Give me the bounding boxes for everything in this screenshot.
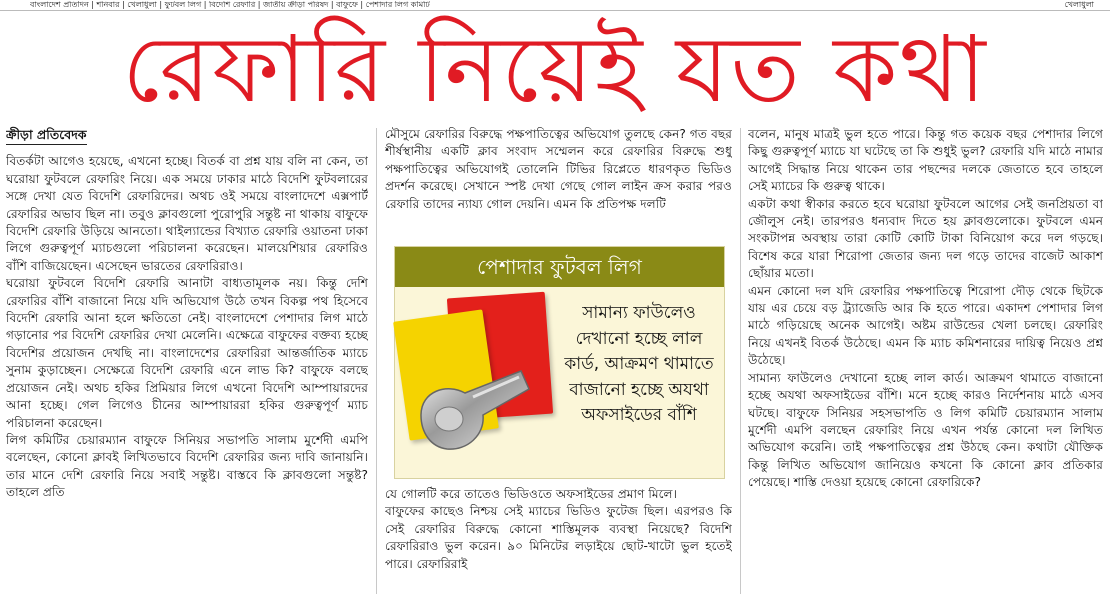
promo-text: সামান্য ফাউলেও দেখানো হচ্ছে লাল কার্ড, আক্রমণ থামাতে বাজানো হচ্ছে অযথা অফসাইডের বাঁশি (564, 303, 714, 425)
paragraph: এমন কোনো দল যদি রেফারির পক্ষপাতিত্বে শিরোপা দৌড় থেকে ছিটকে যায় এর চেয়ে বড় ট্র্যাজেডি আর কি হতে পারে। একাদশ পেশাদার লিগ মাঠে গড়িয়েছে অনেক আগেই। অষ্টম রাউন্ডের খেলা চলছে। রেফারিং নিয়ে এখনই বিতর্ক উঠেছে। এমন কি ম্যাচ কমিশনারের দায়িত্ব নিয়েও প্রশ্ন উঠেছে। (748, 283, 1103, 368)
column-divider (740, 128, 741, 594)
paragraph: একটা কথা স্বীকার করতে হবে ঘরোয়া ফুটবলে আগের সেই জনপ্রিয়তা বা জৌলুস নেই। তারপরও ধন্যবাদ দিতে হয় ক্লাবগুলোকে। ফুটবলে এমন সংকটাপন্ন অবস্থায় তারা কোটি কোটি টাকা বিনিয়োগ করে দল গড়ছে। বিশেষ করে যারা শিরোপা জেতার জন্য দল গড়ে তাদের বাজেট আকাশ ছোঁয়ার মতো। (748, 196, 1103, 281)
paragraph: লিগ কমিটির চেয়ারম্যান বাফুফে সিনিয়র সভাপতি সালাম মুর্শেদী এমপি বলেছেন, কোনো ক্লাবই লিখিতভাবে বিদেশি রেফারির জন্য দাবি জানায়নি। তার মানে দেশি রেফারি নিয়ে সবাই সন্তুষ্ট। বাস্তবে কি ক্লাবগুলো সন্তুষ্ট? তাহলে প্রতি (6, 432, 368, 500)
article-column-3 (748, 126, 1103, 594)
paragraph: বিতর্কটা আগেও হয়েছে, এখনো হচ্ছে। বিতর্ক বা প্রশ্ন যায় বলি না কেন, তা ঘরোয়া ফুটবলে রেফারিং নিয়ে। এক সময়ে ঢাকার মাঠে বিদেশি ফুটবলারের সঙ্গে দেখা যেত বিদেশি রেফারিদের। অথচ ওই সময়ে বাংলাদেশে এক্সপার্ট রেফারির অভাব ছিল না। তবুও ক্লাবগুলো পুরোপুরি সন্তুষ্ট না থাকায় বাফুফে বিদেশি রেফারি উড়িয়ে আনতো। থাইল্যান্ডের বিখ্যাত রেফারি ওয়াতনা ঢাকা লিগে গুরুত্বপূর্ণ ম্যাচগুলো পরিচালনা করেছেন। মালয়েশিয়ার রেফারিও বাঁশি বাজিয়েছেন। এসেছেন ভারতের রেফারিরাও। (6, 154, 368, 273)
byline: ক্রীড়া প্রতিবেদক (6, 126, 87, 145)
paragraph: মৌসুমে রেফারির বিরুদ্ধে পক্ষপাতিত্বের অভিযোগ তুলছে কেন? গত বছর শীর্ষস্থানীয় একটি ক্লাব সংবাদ সম্মেলন করে রেফারির বিরুদ্ধে শুধু পক্ষপাতিত্বের অভিযোগই তোলেনি টিভির রিপ্লেতে ধারণকৃত ভিডিও প্রদর্শন করেছে। সেখানে স্পষ্ট দেখা গেছে গোল লাইন ক্রস করার পরও রেফারি তাদের ন্যায্য গোল দেয়নি। এমন কি প্রতিপক্ষ দলটি (385, 127, 732, 211)
paragraph: যে গোলটি করে তাতেও ভিডিওতে অফসাইডের প্রমাণ মিলে। (385, 487, 677, 501)
whistle-icon (403, 353, 533, 463)
header-topline: বাংলাদেশ প্রতিদিন | শনিবার | খেলাধুলা | ফুটবল লিগ | বিদেশি রেফারি | জাতীয় ক্রীড়া পরিষদ | বাফুফে | পেশাদার লিগ কমিটি (30, 1, 430, 9)
article-headline: রেফারি নিয়েই যত কথা (122, 16, 988, 123)
page-section-label: খেলাধুলা (1064, 0, 1094, 9)
article-column-2-top (385, 126, 732, 244)
paragraph: বাফুফের কাছেও নিশ্চয় সেই ম্যাচের ভিডিও ফুটেজ ছিল। এরপরও কি সেই রেফারির বিরুদ্ধে কোনো শাস্তিমূলক ব্যবস্থা নিয়েছে? বিদেশি রেফারিরাও ভুল করেন। ৯০ মিনিটের লড়াইয়ে ছোট-খাটো ভুল হতেই পারে। রেফারিরাই (385, 504, 732, 571)
article-column-2-bottom (385, 486, 732, 594)
paragraph: সামান্য ফাউলেও দেখানো হচ্ছে লাল কার্ড। আক্রমণ থামাতে বাজানো হচ্ছে অযথা অফসাইডের বাঁশি। মনে হচ্ছে কারও নির্দেশনায় মাঠে এসব ঘটছে। বাফুফে সিনিয়র সহসভাপতি ও লিগ কমিটি চেয়ারম্যান সালাম মুর্শেদী এমপি বলছেন রেফারিং নিয়ে এখন পর্যন্ত কোনো দল লিখিত অভিযোগ করেনি। তাই পক্ষপাতিত্বের প্রশ্ন উঠছে কেন। কথাটা যৌক্তিক কিন্তু লিখিত অভিযোগ জানিয়েও কখনো কি কোনো ক্লাব প্রতিকার পেয়েছে। শাস্তি দেওয়া হয়েছে কোনো রেফারিকে? (748, 370, 1103, 490)
paragraph: ঘরোয়া ফুটবলে বিদেশি রেফারি আনাটা বাধ্যতামূলক নয়। কিন্তু দেশি রেফারির বাঁশি বাজানো নিয়ে যদি অভিযোগ উঠে তখন বিকল্প পথ হিসেবে বিদেশি রেফারি আনা হলে ক্ষতিতো নেই। বাংলাদেশে পেশাদার লিগ মাঠে গড়ানোর পর বিদেশি রেফারির দেখা মেলেনি। এক্ষেত্রে বাফুফের বক্তব্য হচ্ছে বিদেশির প্রয়োজন দেখছি না। বাংলাদেশের রেফারিরা আন্তর্জাতিক ম্যাচে সুনাম কুড়াচ্ছেন। সেক্ষেত্রে বিদেশি রেফারি এনে লাভ কি? বাফুফে বলছে প্রয়োজন নেই। অথচ হকির প্রিমিয়ার লিগে এখনো বিদেশি আম্পায়ারদের আনা হচ্ছে। গেল লিগেও চীনের আম্পায়াররা হকির গুরুত্বপূর্ণ ম্যাচ পরিচালনা করেছেন। (6, 276, 368, 430)
column-divider (376, 128, 377, 594)
article-column-1 (6, 126, 368, 594)
promo-box (394, 246, 725, 479)
promo-title: পেশাদার ফুটবল লিগ (395, 247, 724, 287)
page-header-strip (0, 0, 1110, 11)
promo-image (395, 287, 724, 478)
paragraph: বলেন, মানুষ মাত্রই ভুল হতে পারে। কিন্তু গত কয়েক বছর পেশাদার লিগে কিছু গুরুত্বপূর্ণ ম্যাচে যা ঘটেছে তা কি শুধুই ভুল? রেফারি যদি মাঠে নামার আগেই সিদ্ধান্ত নিয়ে থাকেন তার পছন্দের দলকে জেতাতে হবে তাহলে সেই ম্যাচের কি গুরুত্ব থাকে। (748, 127, 1103, 194)
